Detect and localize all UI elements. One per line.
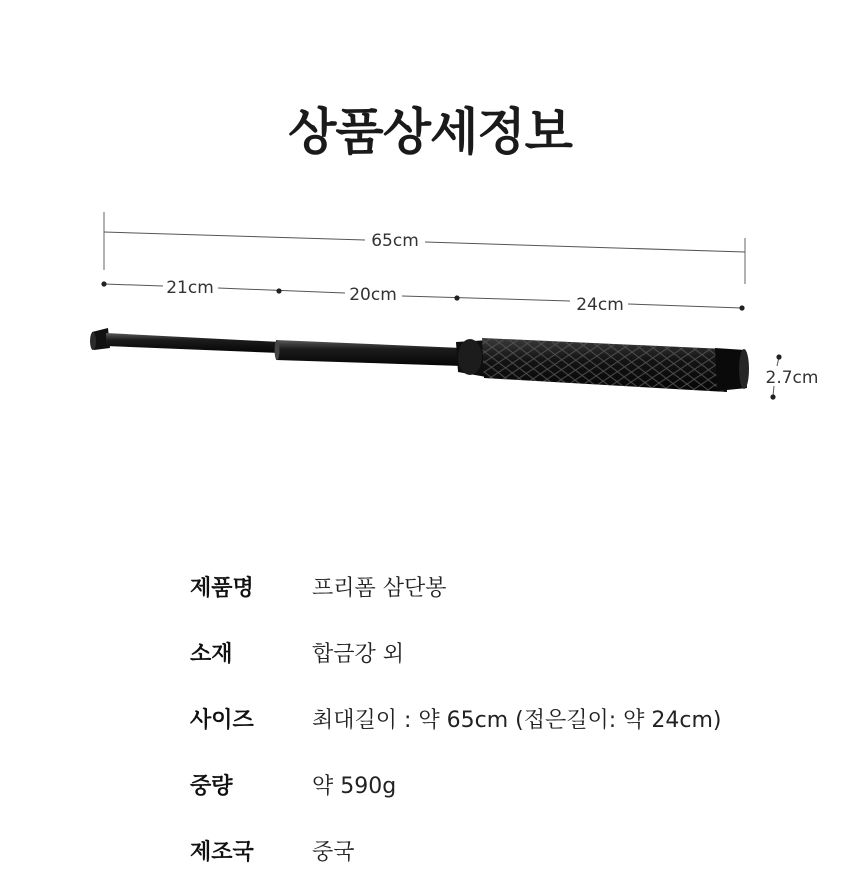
spec-row-material [190, 619, 790, 685]
segment-3-label: 24cm [576, 295, 624, 315]
spec-key: 사이즈 [190, 707, 254, 733]
spec-value: 프리폼 삼단봉 [312, 575, 447, 601]
spec-row-product-name [190, 553, 790, 619]
page-title: 상품상세정보 [288, 103, 572, 161]
spec-value: 최대길이 : 약 65cm (접은길이: 약 24cm) [312, 707, 722, 733]
total-length-label: 65cm [371, 231, 419, 251]
baton-illustration [0, 200, 860, 430]
spec-row-weight [190, 751, 790, 817]
spec-value: 약 590g [312, 773, 397, 799]
total-length-dimension [104, 212, 745, 284]
segment-2-label: 20cm [349, 285, 397, 305]
spec-table [190, 553, 790, 883]
segment-dimensions [101, 278, 744, 315]
segment-1-label: 21cm [166, 278, 214, 298]
spec-value: 합금강 외 [312, 641, 405, 667]
spec-key: 중량 [190, 773, 233, 799]
diameter-label: 2.7cm [765, 368, 819, 388]
baton [90, 328, 749, 392]
spec-value: 중국 [312, 839, 355, 865]
spec-row-origin [190, 817, 790, 883]
diameter-dimension [766, 354, 819, 399]
spec-key: 제조국 [190, 839, 254, 865]
spec-row-size [190, 685, 790, 751]
product-diagram [0, 200, 860, 430]
spec-key: 제품명 [190, 575, 254, 601]
spec-key: 소재 [190, 641, 233, 667]
